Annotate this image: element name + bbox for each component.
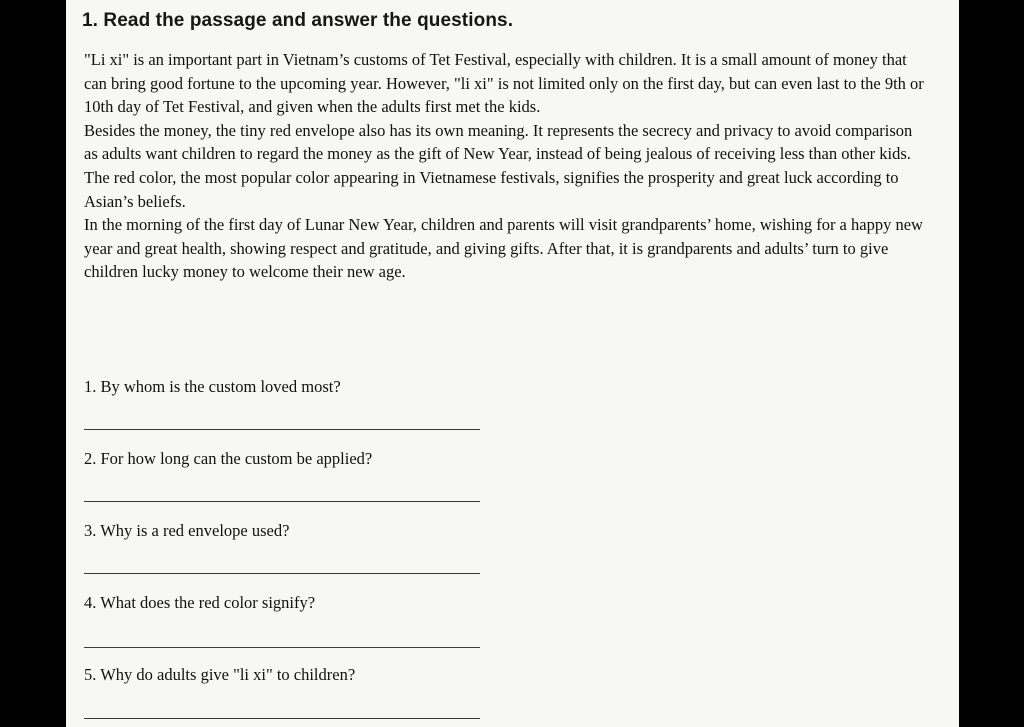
answer-line-2[interactable] [84, 501, 480, 502]
question-2: 2. For how long can the custom be applied? [84, 449, 373, 468]
answer-line-3[interactable] [84, 573, 480, 574]
question-3: 3. Why is a red envelope used? [84, 521, 290, 540]
question-4: 4. What does the red color signify? [84, 593, 316, 612]
passage-paragraph-3: In the morning of the first day of Lunar New Year, children and parents will visit grandparents’ home, wishing for a happy new year and great health, showing respect and gratitude, and giving gifts. After that, it is grandparents and adults’ turn to give children lucky money to welcome their new age. [84, 215, 923, 282]
reading-passage [84, 48, 930, 284]
passage-paragraph-1: "Li xi" is an important part in Vietnam’s customs of Tet Festival, especially with children. It is a small amount of money that can bring good fortune to the upcoming year. However, "li xi" is not limited only on the first day, but can even last to the 9th or 10th day of Tet Festival, and given when the adults first met the kids. [84, 50, 924, 117]
passage-paragraph-2: Besides the money, the tiny red envelope also has its own meaning. It represents the secrecy and privacy to avoid comparison as adults want children to regard the money as the gift of New Year, instead of being jealous of receiving less than other kids. The red color, the most popular color appearing in Vietnamese festivals, signifies the prosperity and great luck according to Asian’s beliefs. [84, 120, 913, 211]
question-5: 5. Why do adults give "li xi" to children? [84, 665, 356, 684]
worksheet-page [66, 0, 959, 727]
answer-line-5[interactable] [84, 718, 480, 719]
answer-line-4[interactable] [84, 647, 480, 648]
exercise-heading: 1. Read the passage and answer the questions. [82, 10, 514, 31]
answer-line-1[interactable] [84, 429, 480, 430]
question-1: 1. By whom is the custom loved most? [84, 377, 341, 396]
